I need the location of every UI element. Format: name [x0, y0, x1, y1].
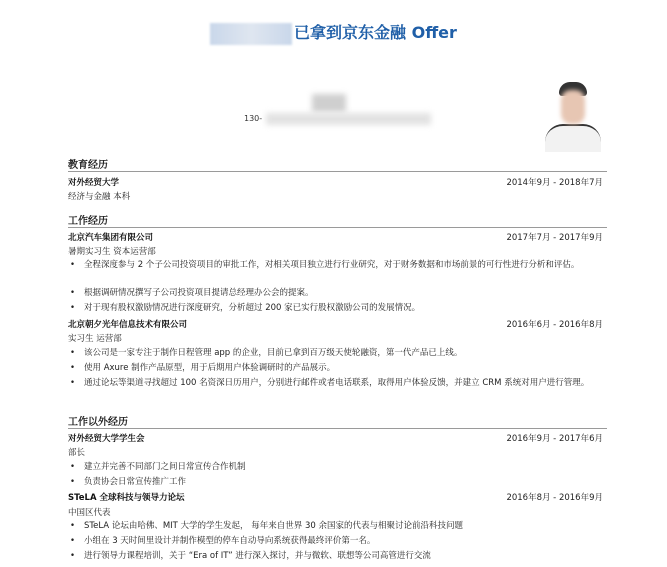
list-item: • 全程深度参与 2 个子公司投资项目的审批工作，对相关项目独立进行行业研究，对于财务数据和市场前景的可行性进行分析和评估。: [84, 259, 606, 272]
work-date: 2017年7月 - 2017年9月: [506, 233, 603, 243]
divider: [68, 428, 607, 429]
resume-title: [0, 20, 667, 45]
work-role: 实习生 运营部: [68, 334, 122, 344]
activity-date: 2016年8月 - 2016年9月: [506, 493, 603, 503]
list-item: • 对于现有股权激励情况进行深度研究，分析超过 200 家已实行股权激励公司的发展情况。: [84, 302, 606, 315]
divider: [68, 171, 607, 172]
activity-role: 部长: [68, 448, 86, 458]
education-school: 对外经贸大学: [68, 178, 120, 188]
list-item: • 使用 Axure 制作产品原型，用于后期用户体验调研时的产品展示。: [84, 362, 606, 375]
profile-photo: [541, 78, 605, 152]
title-text: 已拿到京东金融 Offer: [294, 23, 457, 42]
education-date: 2014年9月 - 2018年7月: [506, 178, 603, 188]
activity-role: 中国区代表: [68, 508, 111, 518]
section-work-heading: 工作经历: [68, 216, 108, 227]
work-role: 暑期实习生 资本运营部: [68, 247, 156, 257]
section-education-heading: 教育经历: [68, 160, 108, 171]
redacted-name-blur: [312, 94, 346, 112]
education-major: 经济与金融 本科: [68, 192, 131, 202]
list-item: • 通过论坛等渠道寻找超过 100 名资深日历用户，分别进行邮件或者电话联系，取得用户体验反馈，并建立 CRM 系统对用户进行管理。: [84, 377, 606, 390]
work-company: 北京汽车集团有限公司: [68, 233, 154, 243]
phone-number: 130-: [244, 114, 263, 123]
redacted-contact-blur: [266, 113, 431, 125]
redacted-name-blur: [210, 23, 292, 45]
list-item: • STeLA 论坛由哈佛、MIT 大学的学生发起， 每年来自世界 30 余国家的代表与相聚讨论前沿科技问题: [84, 520, 606, 533]
activity-org: 对外经贸大学学生会: [68, 434, 145, 444]
activity-org: STeLA 全球科技与领导力论坛: [68, 493, 185, 503]
section-extra-heading: 工作以外经历: [68, 417, 128, 428]
list-item: • 建立并完善不同部门之间日常宣传合作机制: [84, 461, 606, 474]
list-item: • 负责协会日常宣传推广工作: [84, 476, 606, 489]
list-item: • 进行领导力课程培训，关于 “Era of IT” 进行深入探讨，并与微软、联想等公司高管进行交流: [84, 550, 606, 563]
list-item: • 小组在 3 天时间里设计并制作模型的停车自动导向系统获得最终评价第一名。: [84, 535, 606, 548]
list-item: • 该公司是一家专注于制作日程管理 app 的企业，目前已拿到百万级天使轮融资，第一代产品已上线。: [84, 347, 606, 360]
divider: [68, 227, 607, 228]
work-date: 2016年6月 - 2016年8月: [506, 320, 603, 330]
activity-date: 2016年9月 - 2017年6月: [506, 434, 603, 444]
list-item: • 根据调研情况撰写子公司投资项目提请总经理办公会的提案。: [84, 287, 606, 300]
work-company: 北京朝夕光年信息技术有限公司: [68, 320, 188, 330]
